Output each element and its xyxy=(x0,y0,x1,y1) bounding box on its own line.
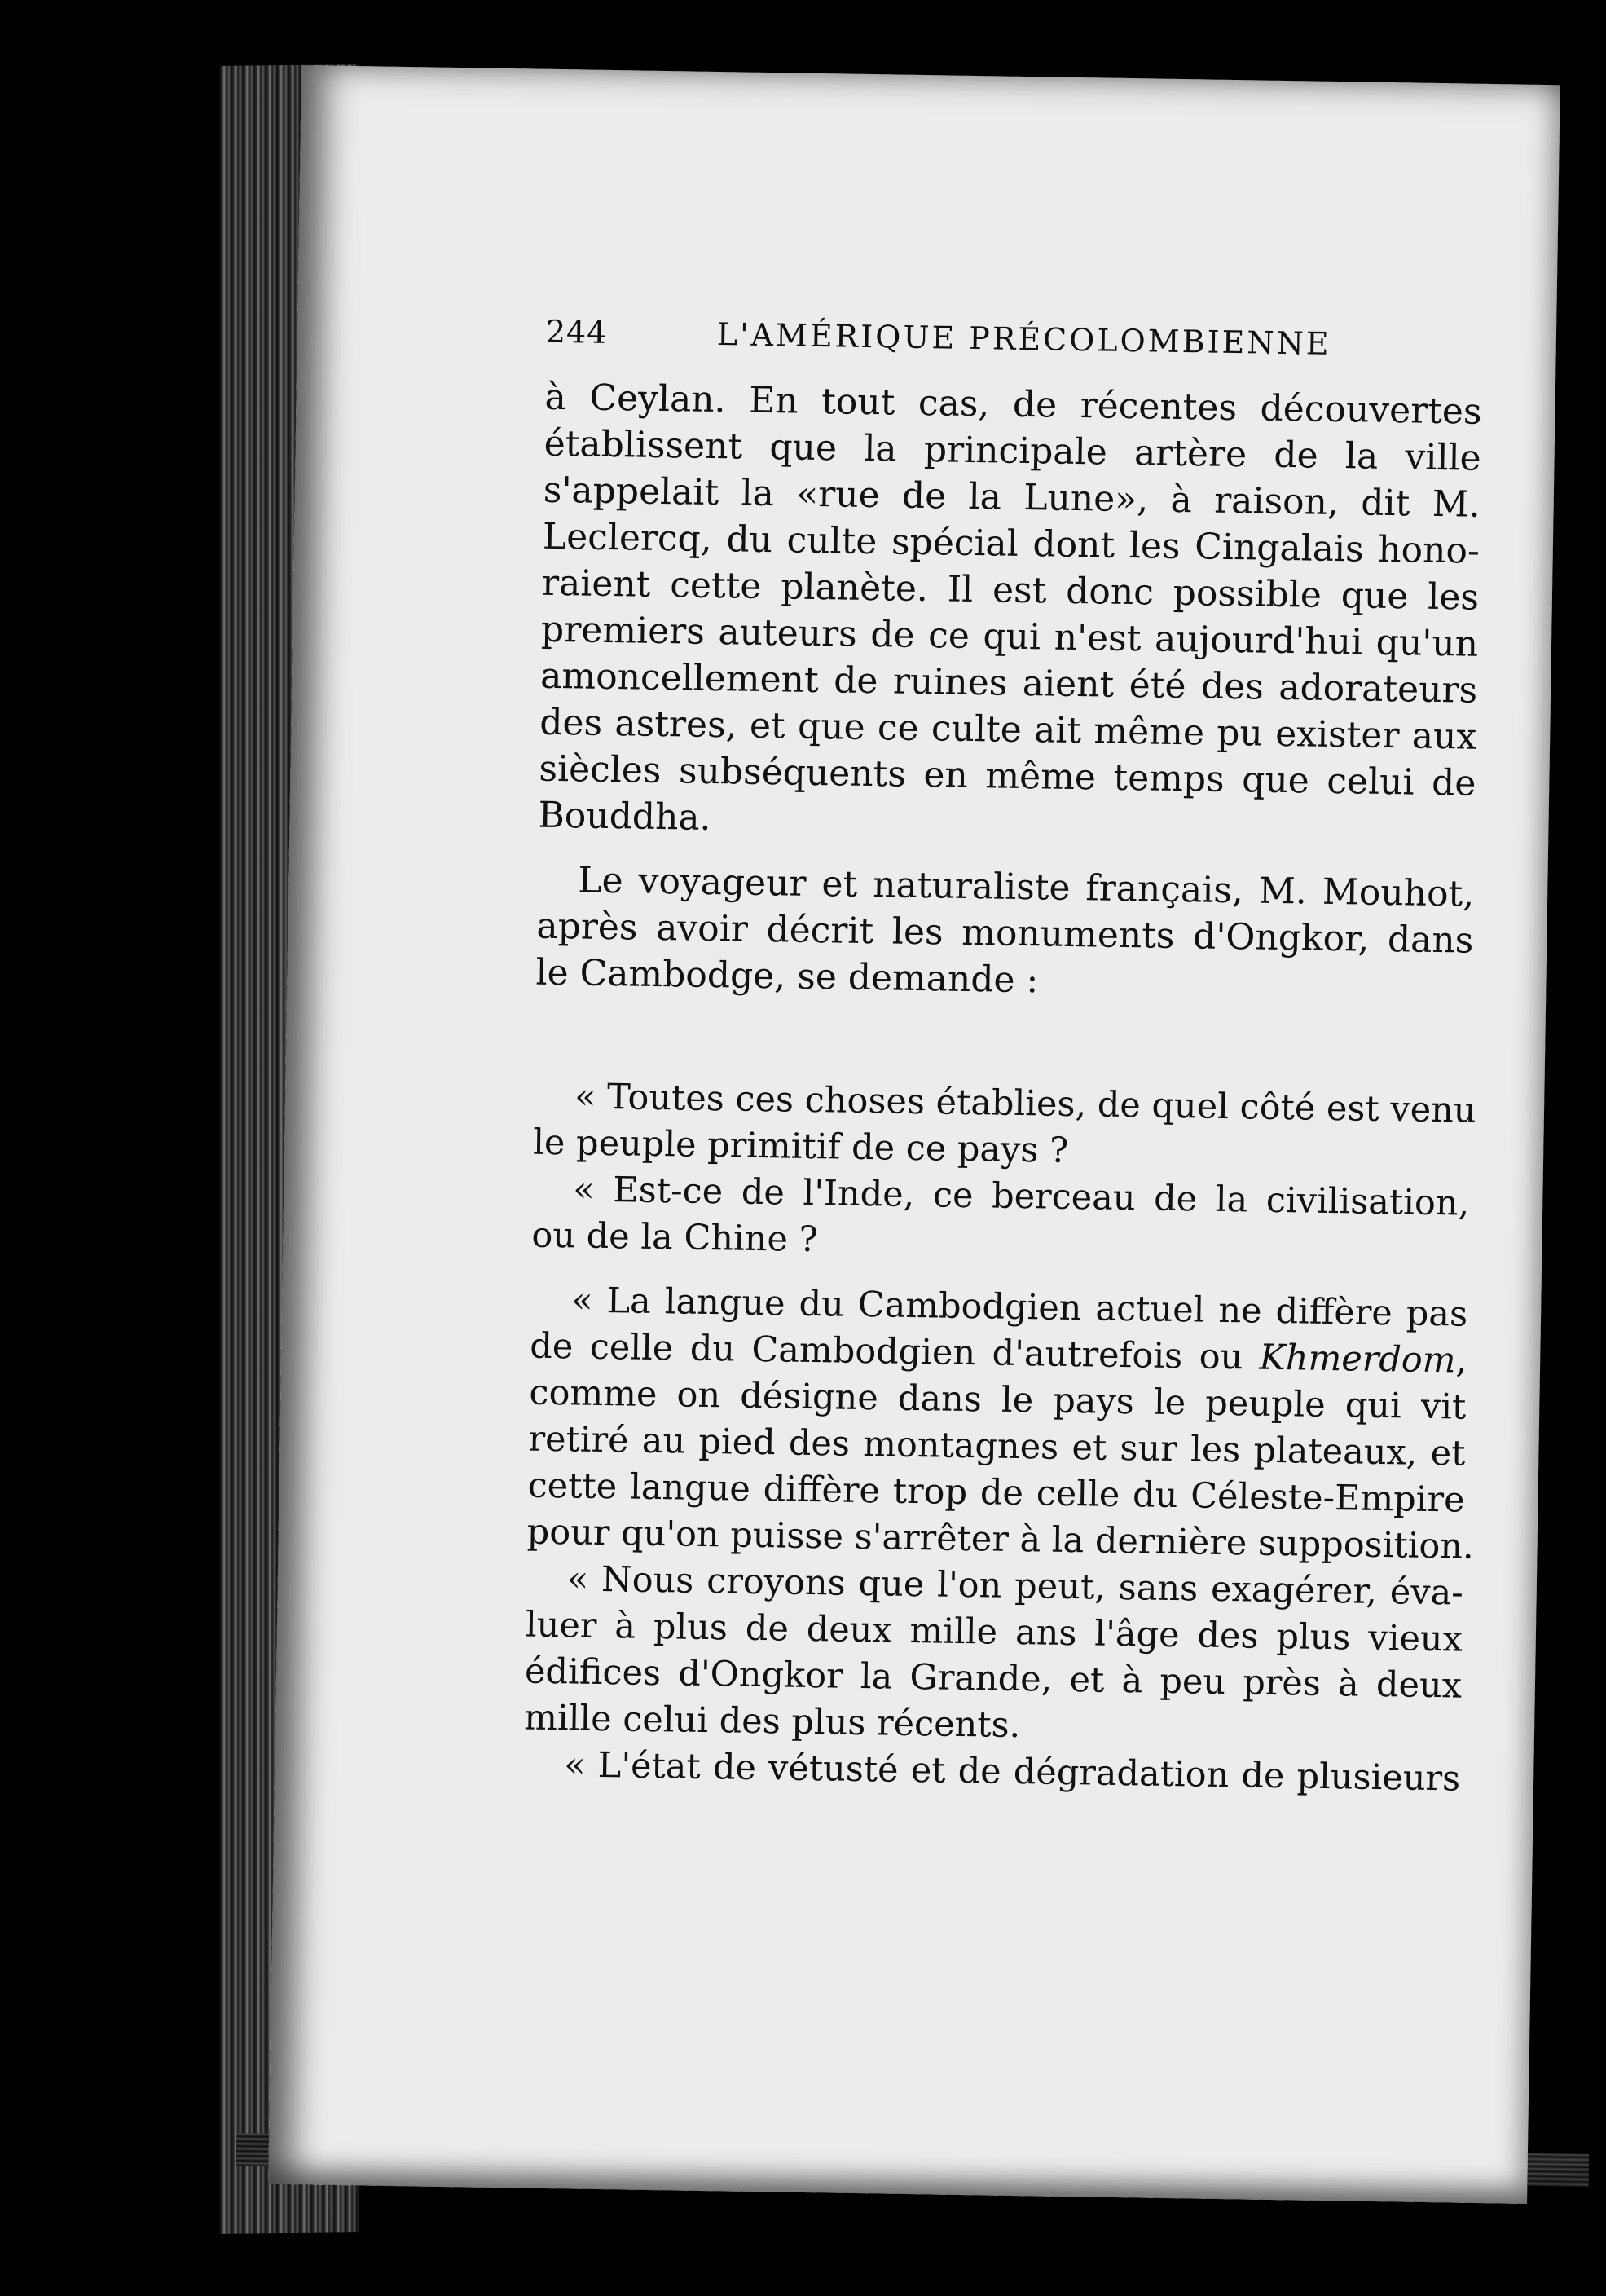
text-line: mille celui des plus récents. xyxy=(523,1697,1021,1747)
quote-paragraph xyxy=(531,1166,1470,1274)
text-line: amoncellement de ruines aient été des adorateurs xyxy=(539,654,1478,712)
quote-paragraph xyxy=(526,1277,1475,1571)
text-line: « Est-ce de l'Inde, ce berceau de la civilisation, xyxy=(572,1169,1470,1224)
text-line: établissent que la principale artère de la ville xyxy=(543,422,1482,479)
text-block xyxy=(523,314,1483,1803)
text-line: le Cambodge, se demande : xyxy=(535,951,1039,1002)
text-line: le peuple primitif de ce pays ? xyxy=(532,1122,1069,1171)
text-line: Bouddha. xyxy=(538,794,712,840)
text-line: siècles subséquents en même temps que celui de xyxy=(539,747,1476,804)
text-line: « L'état de vétusté et de dégradation de plusieurs xyxy=(563,1744,1461,1800)
text-line: s'appelait la «rue de la Lune», à raison, dit M. xyxy=(543,469,1481,526)
text-line: retiré au pied des montagnes et sur les plateaux, et xyxy=(528,1418,1466,1474)
text-line: à Ceylan. En tout cas, de récentes découvertes xyxy=(544,376,1482,433)
quote-paragraph xyxy=(524,1556,1463,1756)
book-title: L'AMÉRIQUE PRÉCOLOMBIENNE xyxy=(716,316,1331,362)
paragraph xyxy=(535,857,1475,1011)
text-line: luer à plus de deux mille ans l'âge des plus vieux xyxy=(525,1604,1463,1660)
text-line: premiers auteurs de ce qui n'est aujourd'hui qu'un xyxy=(540,608,1479,665)
text-line: comme on désigne dans le pays le peuple qui vit xyxy=(529,1372,1467,1428)
text-line: des astres, et que ce culte ait même pu exister aux xyxy=(539,701,1477,758)
text-line: pour qu'on puisse s'arrêter à la dernière supposition. xyxy=(526,1511,1475,1567)
text-line: après avoir décrit les monuments d'Ongkor, dans xyxy=(536,905,1474,962)
text-line: de celle du Cambodgien d'autrefois ou Khmerdom, xyxy=(529,1325,1467,1382)
text-line: « Nous croyons que l'on peut, sans exagérer, éva- xyxy=(566,1558,1464,1614)
text-line: raient cette planète. Il est donc possible que les xyxy=(541,562,1480,619)
quote-paragraph xyxy=(532,1073,1476,1181)
paragraph xyxy=(538,374,1482,853)
text-line: Le voyageur et naturaliste français, M. Mouhot, xyxy=(577,859,1475,915)
italic-term: Khmerdom xyxy=(1259,1337,1456,1382)
text-line: « Toutes ces choses établies, de quel côté est venu xyxy=(574,1076,1476,1131)
text-line: « La langue du Cambodgien actuel ne diffère pas xyxy=(570,1280,1468,1335)
text-line: cette langue diffère trop de celle du Céleste-Empire xyxy=(527,1465,1465,1521)
text-line: édifices d'Ongkor la Grande, et à peu près à deux xyxy=(524,1650,1463,1707)
book-page xyxy=(268,65,1560,2204)
text-line: ou de la Chine ? xyxy=(531,1214,819,1261)
text-line: Leclercq, du culte spécial dont les Cingalais hono- xyxy=(542,515,1481,572)
page-number: 244 xyxy=(545,313,608,350)
running-head xyxy=(546,314,1484,364)
